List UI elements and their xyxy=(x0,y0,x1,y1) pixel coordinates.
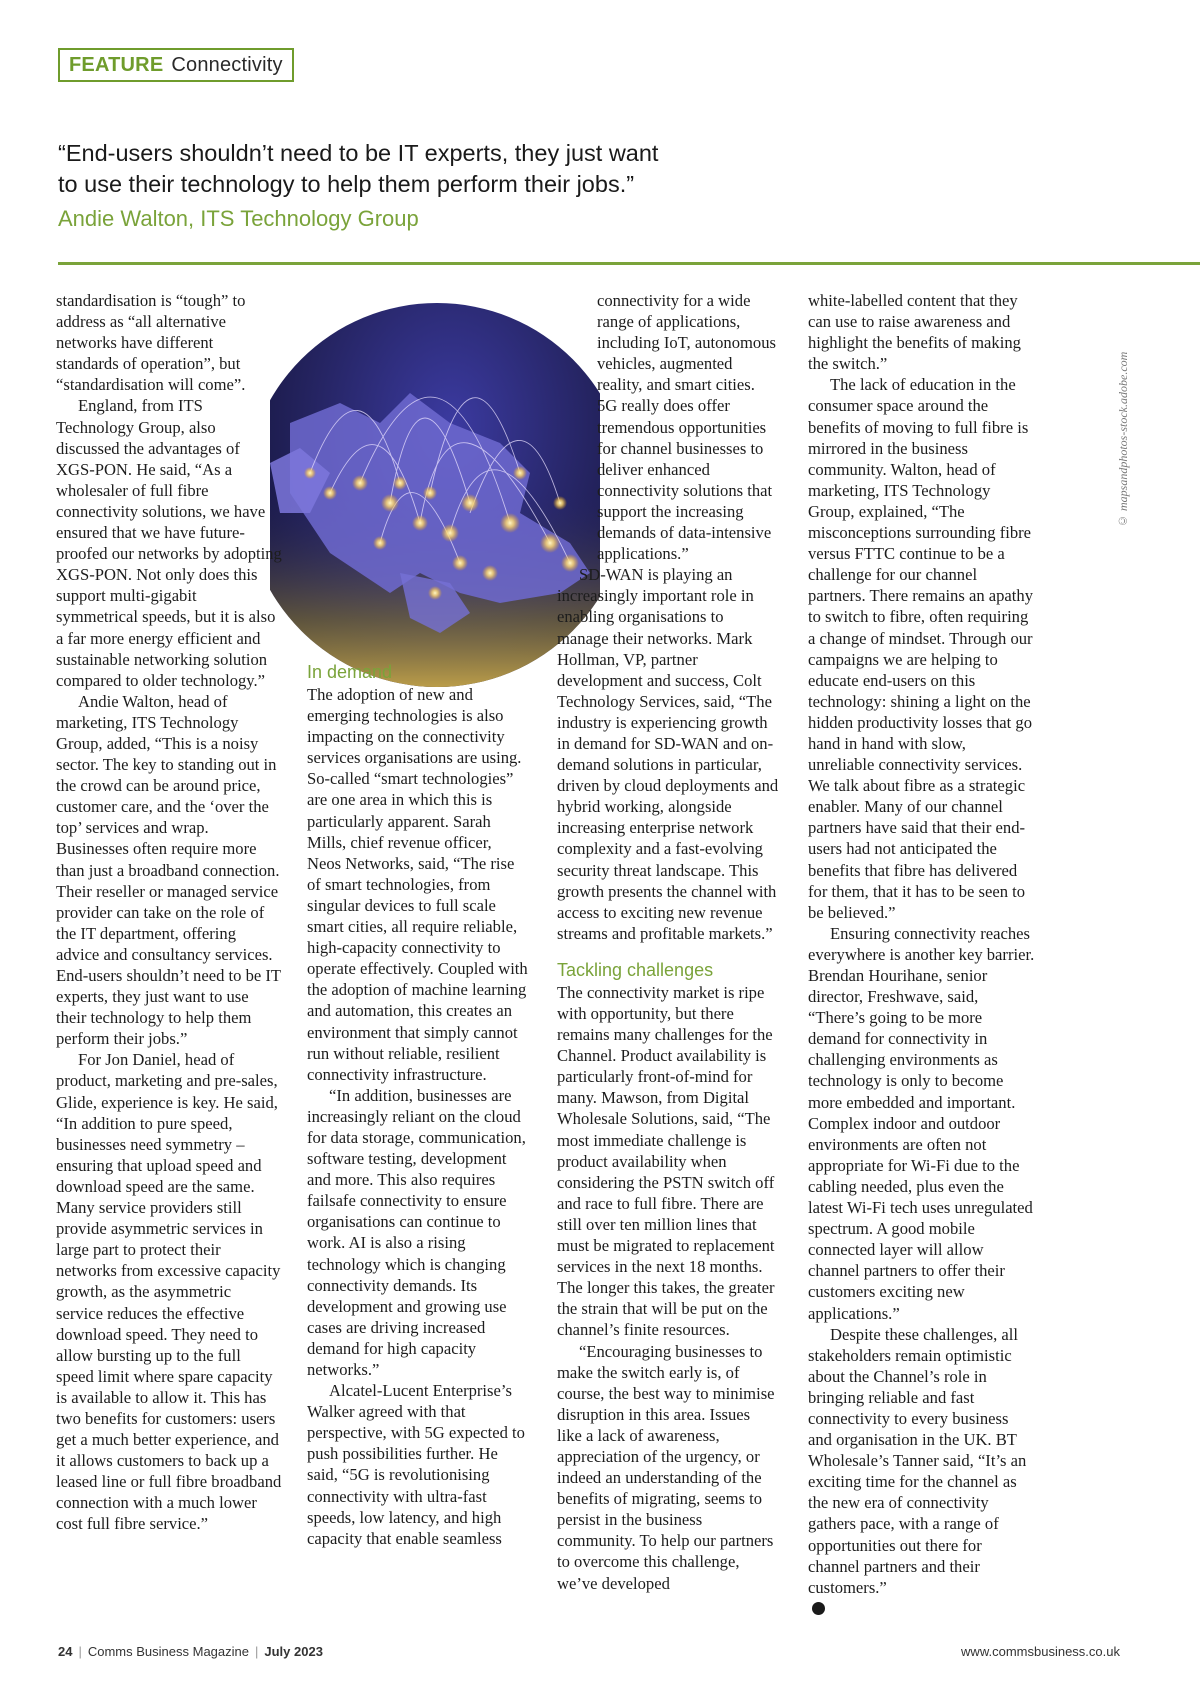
section-heading: In demand xyxy=(307,662,393,682)
header-rule xyxy=(58,262,1200,265)
paragraph: SD-WAN is playing an increasingly important role in enabling organisations to manage their networks. Mark Hollman, VP, partner development and success, Colt Technology Services, said, “The industry is experiencing growth in demand for SD-WAN and on-demand solutions in particular, driven by cloud deployments and hybrid working, alongside increasing enterprise network complexity and a fast-evolving security threat landscape. This growth presents the channel with access to exciting new revenue streams and profitable markets.” xyxy=(557,565,779,943)
page-number: 24 xyxy=(58,1644,73,1659)
paragraph: Despite these challenges, all stakeholders remain optimistic about the Channel’s role in bringing reliable and fast connectivity to every business and organisation in the UK. BT Wholesale’s Tanner said, “It’s an exciting time for the channel as the new era of connectivity gathers pace, with a range of opportunities out there for channel partners and their customers.” xyxy=(808,1324,1027,1597)
paragraph: standardisation is “tough” to address as “all alternative networks have different standards of operation”, but “standardisation will come”. xyxy=(56,291,246,395)
column-2 xyxy=(307,660,529,1549)
paragraph: white-labelled content that they can use to raise awareness and highlight the benefits of making the switch.” xyxy=(808,291,1021,374)
column-4 xyxy=(808,290,1036,1619)
paragraph: The connectivity market is ripe with opportunity, but there remains many challenges for the Channel. Product availability is particularly front-of-mind for many. Mawson, from Digital Wholesale Solutions, said, “The most immediate challenge is product availability when considering the PSTN switch off and race to full fibre. There are still over ten million lines that must be migrated to replacement services in the next 18 months. The longer this takes, the greater the strain that will be put on the channel’s finite resources. xyxy=(557,982,775,1340)
column-1 xyxy=(56,290,282,1535)
paragraph: The adoption of new and emerging technologies is also impacting on the connectivity services organisations are using. So-called “smart technologies” are one area in which this is particularly apparent. Sarah Mills, chief revenue officer, Neos Networks, said, “The rise of smart technologies, from singular devices to full scale smart cities, all require reliable, high-capacity connectivity to operate effectively. Coupled with the adoption of machine learning and automation, this creates an environment that simply cannot run without reliable, resilient connectivity infrastructure. xyxy=(307,685,528,1084)
paragraph: England, from ITS Technology Group, also discussed the advantages of XGS-PON. He said, “As a wholesaler of full fibre connectivity solutions, we have ensured that we have future-proofed our networks by adopting XGS-PON. Not only does this support multi-gigabit symmetrical speeds, but it is also a far more energy efficient and sustainable networking solution compared to older technology.” xyxy=(56,396,282,690)
paragraph: “In addition, businesses are increasingly reliant on the cloud for data storage, communication, software testing, development and more. This also requires failsafe connectivity to ensure organisations can continue to work. AI is also a rising technology which is changing connectivity demands. Its development and growing use cases are driving increased demand for high capacity networks.” xyxy=(307,1085,526,1379)
column-3 xyxy=(557,290,779,1594)
section-tag-keyword: FEATURE xyxy=(69,53,164,76)
paragraph: For Jon Daniel, head of product, marketing and pre-sales, Glide, experience is key. He said, “In addition to pure speed, businesses need symmetry – ensuring that upload speed and download speed are the same. Many service providers still provide asymmetric services in large part to protect their networks from excessive capacity growth, as the asymmetric service reduces the effective download speed. They need to allow bursting up to the full speed limit where spare capacity is available to allow it. This has two benefits for customers: users get a much better experience, and it allows customers to back up a leased line or full fibre broadband connection with a much lower cost full fibre service.” xyxy=(56,1050,282,1534)
article-end-icon xyxy=(812,1602,825,1615)
issue-date: July 2023 xyxy=(264,1644,323,1659)
footer-left: 24 | Comms Business Magazine | July 2023 xyxy=(58,1644,323,1659)
pull-quote-attribution: Andie Walton, ITS Technology Group xyxy=(58,206,419,231)
paragraph: Ensuring connectivity reaches everywhere is another key barrier. Brendan Hourihane, senior director, Freshwave, said, “There’s going to be more demand for connectivity in challenging environments as technology is only to become more embedded and important. Complex indoor and outdoor environments are often not appropriate for Wi-Fi due to the cabling needed, plus even the latest Wi-Fi tech uses unregulated spectrum. A good mobile connected layer will allow channel partners to offer their customers exciting new applications.” xyxy=(808,923,1035,1323)
section-heading: Tackling challenges xyxy=(557,959,714,980)
uk-network-map-photo xyxy=(270,273,600,703)
section-tag-name: Connectivity xyxy=(171,53,283,76)
paragraph: connectivity for a wide range of applications, including IoT, autonomous vehicles, augmented reality, and smart cities. 5G really does offer tremendous opportunities for channel businesses to deliver enhanced connectivity solutions that support the increasing demands of data-intensive applications.” xyxy=(597,291,776,564)
pull-quote: “End-users shouldn’t need to be IT experts, they just want to use their technology to help them perform their jobs.” xyxy=(58,140,659,197)
paragraph: The lack of education in the consumer space around the benefits of moving to full fibre is mirrored in the business community. Walton, head of marketing, ITS Technology Group, explained, “The misconceptions surrounding fibre versus FTTC continue to be a challenge for our channel partners. There remains an apathy to switch to fibre, often requiring a change of mindset. Through our campaigns we are helping to educate end-users on this technology: shining a light on the hidden productivity losses that go hand in hand with slow, unreliable connectivity services. We talk about fibre as a strategic enabler. Many of our channel partners have said that their end-users had not anticipated the benefits that fibre has delivered for them, that it has to be seen to be believed.” xyxy=(808,375,1033,922)
section-tag xyxy=(58,48,294,82)
website-link[interactable]: www.commsbusiness.co.uk xyxy=(961,1644,1120,1659)
paragraph: “Encouraging businesses to make the switch early is, of course, the best way to minimise disruption in this area. Issues like a lack of awareness, appreciation of the urgency, or indeed an understanding of the benefits of migrating, seems to persist in the business community. To help our partners to overcome this challenge, we’ve developed xyxy=(557,1341,775,1593)
paragraph: Alcatel-Lucent Enterprise’s Walker agreed with that perspective, with 5G expected to push possibilities further. He said, “5G is revolutionising connectivity with ultra-fast speeds, low latency, and high capacity that enable seamless xyxy=(307,1381,525,1548)
magazine-name: Comms Business Magazine xyxy=(87,1644,249,1659)
paragraph: Andie Walton, head of marketing, ITS Technology Group, added, “This is a noisy sector. The key to standing out in the crowd can be around price, customer care, and the ‘over the top’ services and wrap. Businesses often require more than just a broadband connection. Their reseller or managed service provider can take on the role of the IT department, offering advice and consultancy services. End-users shouldn’t need to be IT experts, they just want to use their technology to help them perform their jobs.” xyxy=(56,691,281,1049)
image-credit: © mapsandphotos-stock.adobe.com xyxy=(1116,351,1130,529)
page-footer xyxy=(58,1644,1120,1659)
pull-quote-block xyxy=(58,138,678,232)
